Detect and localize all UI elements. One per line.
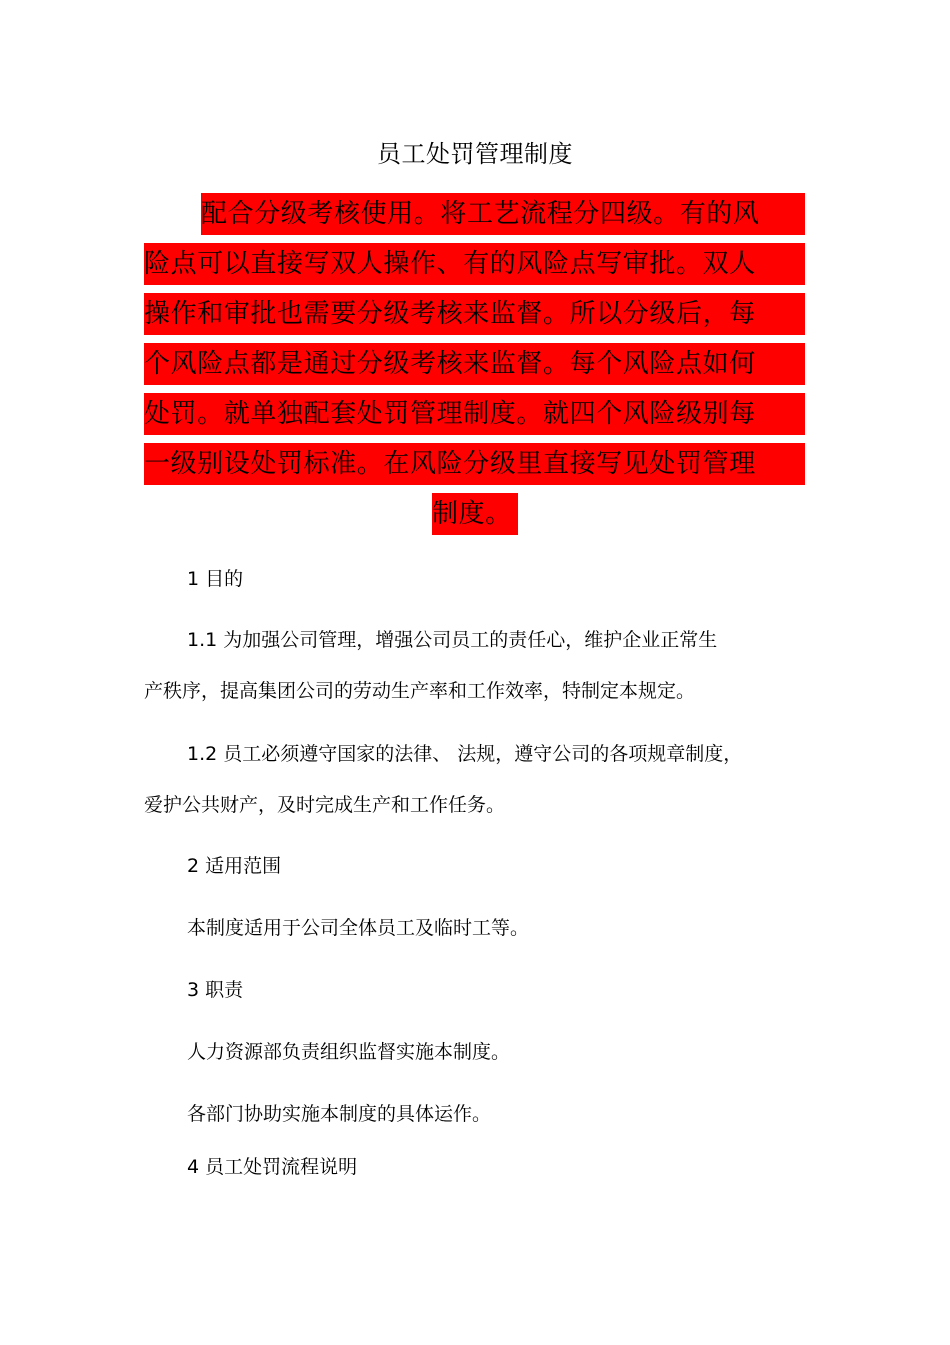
- highlight-line: [144, 443, 805, 485]
- highlight-line: [144, 343, 805, 385]
- section-1-2-line-2: 爱护公共财产，及时完成生产和工作任务。: [144, 794, 506, 816]
- highlight-line: [144, 393, 805, 435]
- section-1-1-line-1: 1.1 为加强公司管理，增强公司员工的责任心，维护企业正常生: [187, 629, 718, 651]
- section-3-line-2: 各部门协助实施本制度的具体运作。: [187, 1103, 492, 1125]
- section-2-heading: 2 适用范围: [187, 855, 282, 877]
- section-1-2-line-1: 1.2 员工必须遵守国家的法律、 法规，遵守公司的各项规章制度，: [187, 743, 743, 765]
- highlight-line-text: 险点可以直接写双人操作、有的风险点写审批。双人: [144, 249, 756, 279]
- document-title: 员工处罚管理制度: [377, 140, 573, 168]
- highlight-line: [144, 243, 805, 285]
- highlight-line-text: 处罚。就单独配套处罚管理制度。就四个风险级别每: [144, 399, 756, 429]
- highlight-line: [144, 293, 805, 335]
- highlight-line-text: 个风险点都是通过分级考核来监督。每个风险点如何: [144, 349, 756, 379]
- section-1-heading: 1 目的: [187, 568, 244, 590]
- highlight-line-text: 一级别设处罚标准。在风险分级里直接写见处罚管理: [144, 449, 756, 479]
- section-4-heading: 4 员工处罚流程说明: [187, 1156, 358, 1178]
- section-3-heading: 3 职责: [187, 979, 244, 1001]
- section-1-1-line-2: 产秩序，提高集团公司的劳动生产率和工作效率，特制定本规定。: [144, 680, 696, 702]
- highlight-line: [432, 493, 518, 535]
- section-2-body: 本制度适用于公司全体员工及临时工等。: [187, 917, 530, 939]
- highlight-line: [201, 193, 805, 235]
- section-3-line-1: 人力资源部负责组织监督实施本制度。: [187, 1041, 511, 1063]
- highlight-line-text: 配合分级考核使用。将工艺流程分四级。有的风: [201, 199, 760, 229]
- highlight-line-text: 操作和审批也需要分级考核来监督。所以分级后，每: [144, 299, 756, 329]
- highlight-line-text: 制度。: [432, 499, 512, 529]
